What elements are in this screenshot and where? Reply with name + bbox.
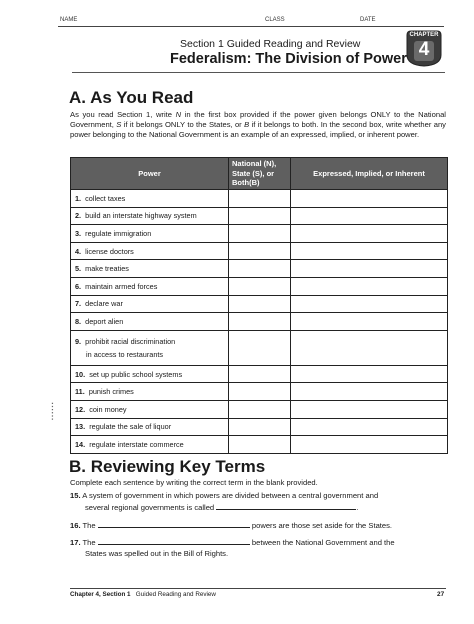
table-row <box>71 225 448 243</box>
row-number: 4. <box>75 246 82 256</box>
type-answer-cell[interactable] <box>291 418 448 436</box>
table-row <box>71 277 448 295</box>
power-text: regulate the sale of liquor <box>89 422 172 432</box>
powers-table <box>70 157 448 454</box>
col-type-header: Expressed, Implied, or Inherent <box>291 158 448 190</box>
power-cell <box>71 225 229 243</box>
type-answer-cell[interactable] <box>291 295 448 313</box>
item-text: A system of government in which powers are divided between a central government and <box>82 491 379 500</box>
footer-subtitle: Guided Reading and Review <box>135 591 216 598</box>
date-label: DATE <box>360 17 376 23</box>
section-title: Section 1 Guided Reading and Review <box>180 38 361 50</box>
name-label: NAME <box>60 17 78 23</box>
row-number: 7. <box>75 299 82 309</box>
answer-blank-16[interactable] <box>98 519 250 528</box>
row-number: 9. <box>75 336 82 346</box>
term-item-15 <box>70 491 448 514</box>
table-row <box>71 436 448 454</box>
power-text: punish crimes <box>88 387 134 397</box>
table-row <box>71 207 448 225</box>
type-answer-cell[interactable] <box>291 400 448 418</box>
title-rule <box>72 72 445 73</box>
col-power-header: Power <box>71 158 229 190</box>
level-answer-cell[interactable] <box>229 365 291 383</box>
power-text: maintain armed forces <box>85 281 158 291</box>
row-number: 3. <box>75 228 82 238</box>
row-number: 13. <box>75 422 86 432</box>
level-answer-cell[interactable] <box>229 207 291 225</box>
table-row <box>71 383 448 401</box>
item-number: 15. <box>70 491 81 500</box>
item-number: 17. <box>70 538 81 548</box>
power-text: make treaties <box>85 264 129 274</box>
level-answer-cell[interactable] <box>229 400 291 418</box>
type-answer-cell[interactable] <box>291 225 448 243</box>
type-answer-cell[interactable] <box>291 365 448 383</box>
power-text: collect taxes <box>85 193 126 203</box>
chapter-number: 4 <box>418 39 430 60</box>
level-answer-cell[interactable] <box>229 330 291 365</box>
section-a-heading: A. As You Read <box>69 88 194 107</box>
type-answer-cell[interactable] <box>291 383 448 401</box>
table-row <box>71 418 448 436</box>
table-row <box>71 190 448 208</box>
row-number: 8. <box>75 316 82 326</box>
item-text: between the National Government and the <box>251 538 395 548</box>
row-number: 14. <box>75 439 86 449</box>
level-answer-cell[interactable] <box>229 418 291 436</box>
power-cell <box>71 242 229 260</box>
footer-chapter: Chapter 4, Section 1 <box>70 591 131 598</box>
answer-blank-15[interactable] <box>216 501 359 513</box>
table-row <box>71 365 448 383</box>
power-cell <box>71 330 229 365</box>
type-answer-cell[interactable] <box>291 207 448 225</box>
power-text: deport alien <box>85 316 124 326</box>
power-text: license doctors <box>85 246 134 256</box>
table-row <box>71 313 448 331</box>
power-text: declare war <box>85 299 123 309</box>
row-number: 12. <box>75 404 86 414</box>
level-answer-cell[interactable] <box>229 242 291 260</box>
power-cell <box>71 277 229 295</box>
col-level-header: National (N), State (S), or Both(B) <box>229 158 291 190</box>
key-terms <box>70 490 448 559</box>
item-text: The <box>82 538 96 548</box>
row-number: 6. <box>75 281 82 291</box>
item-number: 16. <box>70 520 81 530</box>
section-a-instructions: As you read Section 1, write N in the first box provided if the power given belongs ONLY to the National Government, S if it belongs ONLY to the States, or B if it belongs to both. In the second box, write whether any power belonging to the National Government is an example of an expressed, implied, or inherent power. <box>70 110 446 140</box>
level-answer-cell[interactable] <box>229 383 291 401</box>
level-answer-cell[interactable] <box>229 260 291 278</box>
level-answer-cell[interactable] <box>229 295 291 313</box>
level-answer-cell[interactable] <box>229 313 291 331</box>
power-cell <box>71 207 229 225</box>
power-cell <box>71 260 229 278</box>
level-answer-cell[interactable] <box>229 190 291 208</box>
table-header-row <box>71 158 448 190</box>
side-margin-mark: ▪ ▪ ▪ ▪ ▪ ▪ <box>50 402 56 420</box>
header-line <box>58 26 444 27</box>
power-text: prohibit racial discrimination <box>85 336 176 346</box>
power-cell <box>71 436 229 454</box>
type-answer-cell[interactable] <box>291 190 448 208</box>
power-text: regulate interstate commerce <box>89 439 184 449</box>
power-cell <box>71 365 229 383</box>
table-row <box>71 400 448 418</box>
term-item-16 <box>70 519 448 531</box>
footer-line <box>70 588 446 589</box>
type-answer-cell[interactable] <box>291 260 448 278</box>
type-answer-cell[interactable] <box>291 436 448 454</box>
chapter-label: CHAPTER <box>409 32 439 38</box>
type-answer-cell[interactable] <box>291 242 448 260</box>
row-number: 10. <box>75 369 86 379</box>
table-row <box>71 295 448 313</box>
power-cell <box>71 383 229 401</box>
table-row <box>71 260 448 278</box>
row-number: 5. <box>75 264 82 274</box>
power-cell <box>71 295 229 313</box>
term-item-17 <box>70 536 448 559</box>
page-number: 27 <box>437 591 445 598</box>
answer-blank-17[interactable] <box>98 536 250 545</box>
level-answer-cell[interactable] <box>229 277 291 295</box>
item-text: powers are those set aside for the States. <box>251 520 393 530</box>
power-text-line2: in access to restaurants <box>86 349 164 359</box>
page-title: Federalism: The Division of Power <box>170 51 407 67</box>
power-cell <box>71 190 229 208</box>
row-number: 11. <box>75 387 85 397</box>
item-text: several regional governments is called <box>85 503 215 513</box>
type-answer-cell[interactable] <box>291 277 448 295</box>
item-text: States was spelled out in the Bill of Rights. <box>85 548 229 558</box>
power-text: set up public school systems <box>89 369 183 379</box>
power-text: coin money <box>89 404 127 414</box>
power-cell <box>71 418 229 436</box>
power-cell <box>71 400 229 418</box>
table-row <box>71 330 448 365</box>
power-text: regulate immigration <box>85 228 152 238</box>
row-number: 1. <box>75 193 82 203</box>
power-cell <box>71 313 229 331</box>
level-answer-cell[interactable] <box>229 436 291 454</box>
section-b-instructions: Complete each sentence by writing the correct term in the blank provided. <box>70 478 318 487</box>
row-number: 2. <box>75 211 82 221</box>
class-label: CLASS <box>265 17 285 23</box>
level-answer-cell[interactable] <box>229 225 291 243</box>
item-text: The <box>82 520 96 530</box>
type-answer-cell[interactable] <box>291 313 448 331</box>
type-answer-cell[interactable] <box>291 330 448 365</box>
power-text: build an interstate highway system <box>85 211 197 221</box>
table-row <box>71 242 448 260</box>
item-text: . <box>356 503 359 513</box>
footer <box>70 591 216 598</box>
chapter-badge <box>405 29 443 67</box>
section-b-heading: B. Reviewing Key Terms <box>69 457 266 476</box>
